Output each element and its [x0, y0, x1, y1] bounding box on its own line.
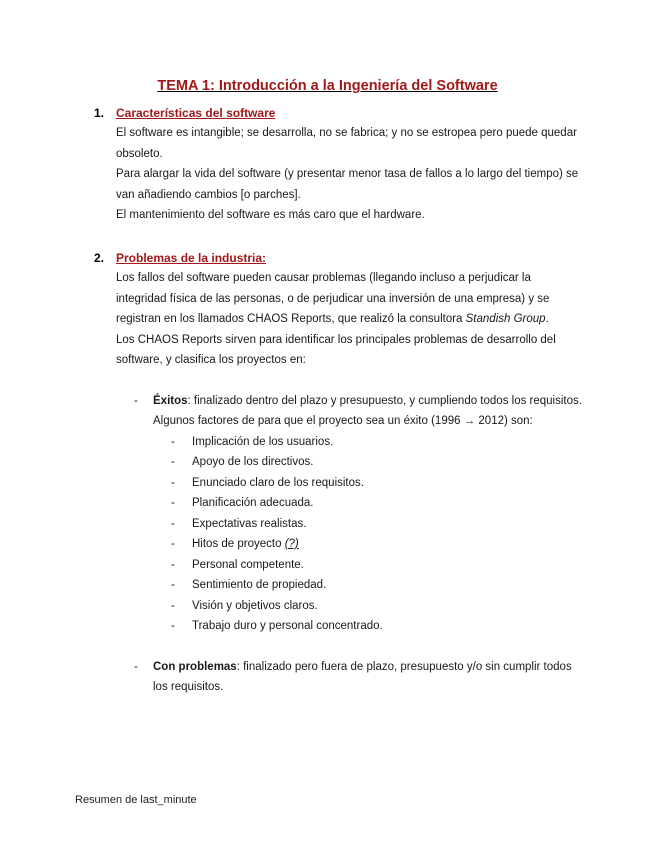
page-footer: Resumen de last_minute [75, 794, 197, 806]
paragraph: Los CHAOS Reports sirven para identificar los principales problemas de desarrollo del software, y clasifica los proyectos en: [116, 333, 556, 366]
section-title: Problemas de la industria: [116, 251, 267, 265]
list-item: - Hitos de proyecto (?) [171, 538, 299, 550]
paragraph: Los fallos del software pueden causar problemas (llegando incluso a perjudicar la integridad física de las personas, o de perjudicar una inversión de una empresa) y se registran en los llamados CHAOS Reports, que realizó la consultora Standish Group. [116, 272, 550, 325]
section-heading [94, 248, 584, 268]
bullet-con-problemas: - Con problemas: finalizado pero fuera de plazo, presupuesto y/o sin cumplir todos los requisitos. [153, 657, 584, 698]
section-problemas [94, 248, 584, 698]
section-heading [94, 103, 584, 123]
paragraph: El software es intangible; se desarrolla, no se fabrica; y no se estropea pero puede quedar obsoleto. [116, 127, 577, 160]
section-number: 2. [94, 251, 105, 265]
success-factors-list [94, 432, 584, 637]
list-item: - Personal competente. [171, 558, 304, 571]
list-item: - Trabajo duro y personal concentrado. [171, 620, 383, 632]
paragraph: El mantenimiento del software es más caro que el hardware. [116, 209, 425, 221]
list-item: - Expectativas realistas. [171, 517, 307, 530]
bullet-extra: Algunos factores de para que el proyecto sea un éxito (1996 → 2012) son: [153, 415, 533, 427]
list-item: - Apoyo de los directivos. [171, 456, 314, 468]
list-item: - Visión y objetivos claros. [171, 599, 318, 612]
hint-link[interactable]: (?) [284, 538, 299, 550]
paragraph: Para alargar la vida del software (y presentar menor tasa de fallos a lo largo del tiempo) se van añadiendo cambios [o parches]. [116, 168, 579, 201]
bullet-term: Éxitos [153, 394, 188, 407]
dash-marker: - [134, 394, 138, 407]
bullet-exitos: - Éxitos: finalizado dentro del plazo y presupuesto, y cumpliendo todos los requisitos. [153, 391, 584, 412]
list-item: - Planificación adecuada. [171, 497, 314, 509]
section-number: 1. [94, 106, 105, 120]
list-item: - Sentimiento de propiedad. [171, 579, 327, 591]
section-title: Características del software [116, 106, 276, 120]
bullet-term: Con problemas [153, 660, 237, 673]
section-caracteristicas [94, 103, 584, 226]
dash-marker: - [134, 660, 138, 673]
document-title: TEMA 1: Introducción a la Ingeniería del Software [157, 78, 498, 94]
list-item: - Enunciado claro de los requisitos. [171, 476, 364, 489]
list-item: - Implicación de los usuarios. [171, 435, 334, 448]
